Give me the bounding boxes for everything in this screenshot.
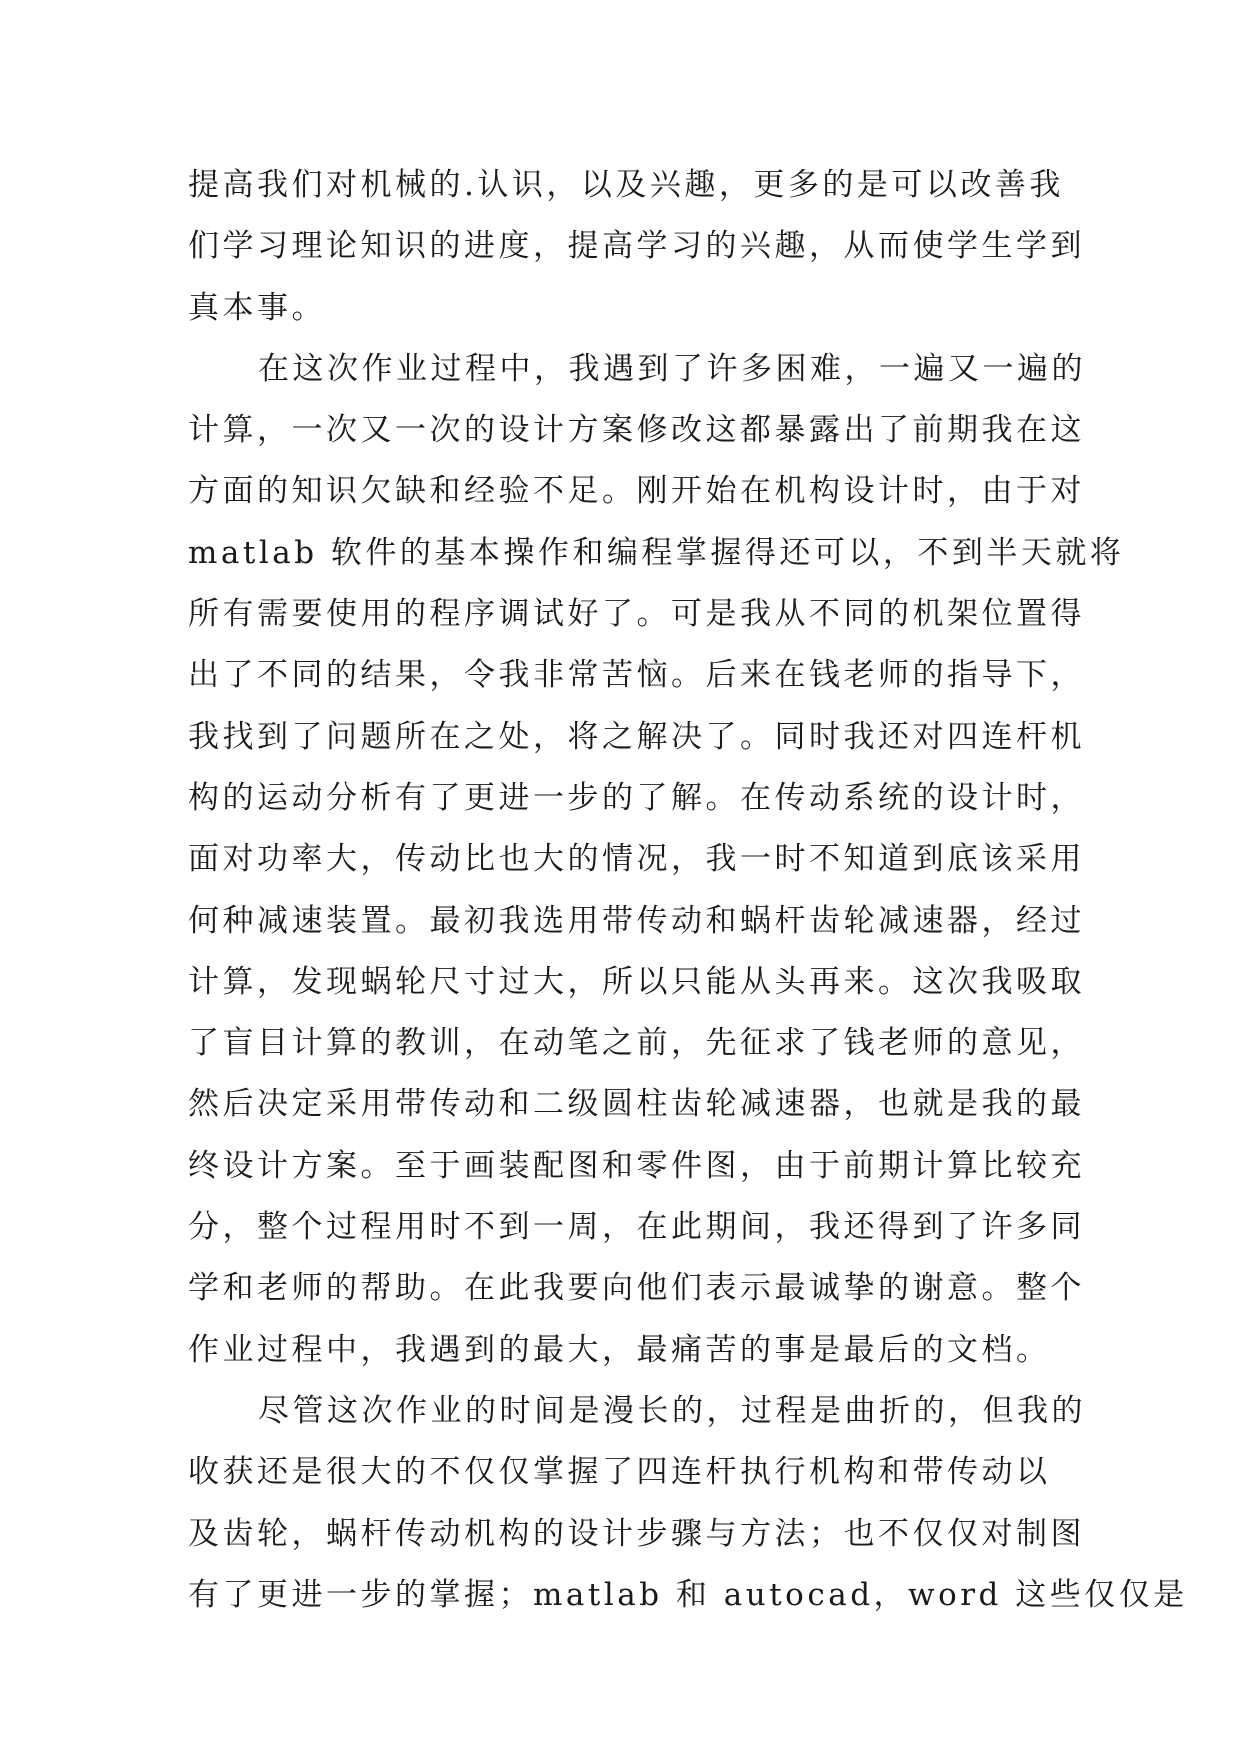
- text-line-18: 分，整个过程用时不到一周，在此期间，我还得到了许多同: [188, 1209, 1085, 1246]
- text-line-8: 所有需要使用的程序调试好了。可是我从不同的机架位置得: [188, 596, 1085, 633]
- text-line-10: 我找到了问题所在之处，将之解决了。同时我还对四连杆机: [188, 718, 1085, 755]
- text-line-24: 有了更进一步的掌握；matlab 和 autocad，word 这些仅仅是: [188, 1576, 1188, 1613]
- text-line-23: 及齿轮，蜗杆传动机构的设计步骤与方法；也不仅仅对制图: [188, 1515, 1085, 1552]
- text-line-16: 然后决定采用带传动和二级圆柱齿轮减速器，也就是我的最: [188, 1086, 1085, 1123]
- text-line-3: 真本事。: [188, 289, 326, 326]
- text-line-17: 终设计方案。至于画装配图和零件图，由于前期计算比较充: [188, 1147, 1085, 1184]
- text-line-1: 提高我们对机械的.认识，以及兴趣，更多的是可以改善我: [188, 167, 1064, 203]
- text-line-7: matlab 软件的基本操作和编程掌握得还可以，不到半天就将: [188, 534, 1125, 571]
- text-line-22: 收获还是很大的不仅仅掌握了四连杆执行机构和带传动以: [188, 1454, 1051, 1491]
- text-line-5: 计算，一次又一次的设计方案修改这都暴露出了前期我在这: [188, 412, 1085, 449]
- text-line-20: 作业过程中，我遇到的最大，最痛苦的事是最后的文档。: [188, 1331, 1051, 1368]
- paragraph-3-start: 尽管这次作业的时间是漫长的，过程是曲折的，但我的: [258, 1392, 1086, 1429]
- text-line-12: 面对功率大，传动比也大的情况，我一时不知道到底该采用: [188, 841, 1085, 878]
- text-line-6: 方面的知识欠缺和经验不足。刚开始在机构设计时，由于对: [188, 473, 1085, 510]
- paragraph-2-start: 在这次作业过程中，我遇到了许多困难，一遍又一遍的: [258, 350, 1086, 387]
- text-line-11: 构的运动分析有了更进一步的了解。在传动系统的设计时，: [188, 779, 1085, 816]
- text-line-19: 学和老师的帮助。在此我要向他们表示最诚挚的谢意。整个: [188, 1270, 1085, 1307]
- text-line-15: 了盲目计算的教训，在动笔之前，先征求了钱老师的意见，: [188, 1025, 1085, 1062]
- text-line-14: 计算，发现蜗轮尺寸过大，所以只能从头再来。这次我吸取: [188, 963, 1085, 1000]
- body-text: [188, 155, 1188, 1626]
- text-line-9: 出了不同的结果，令我非常苦恼。后来在钱老师的指导下，: [188, 657, 1085, 694]
- text-line-13: 何种减速装置。最初我选用带传动和蜗杆齿轮减速器，经过: [188, 902, 1085, 939]
- text-line-2: 们学习理论知识的进度，提高学习的兴趣，从而使学生学到: [188, 228, 1085, 265]
